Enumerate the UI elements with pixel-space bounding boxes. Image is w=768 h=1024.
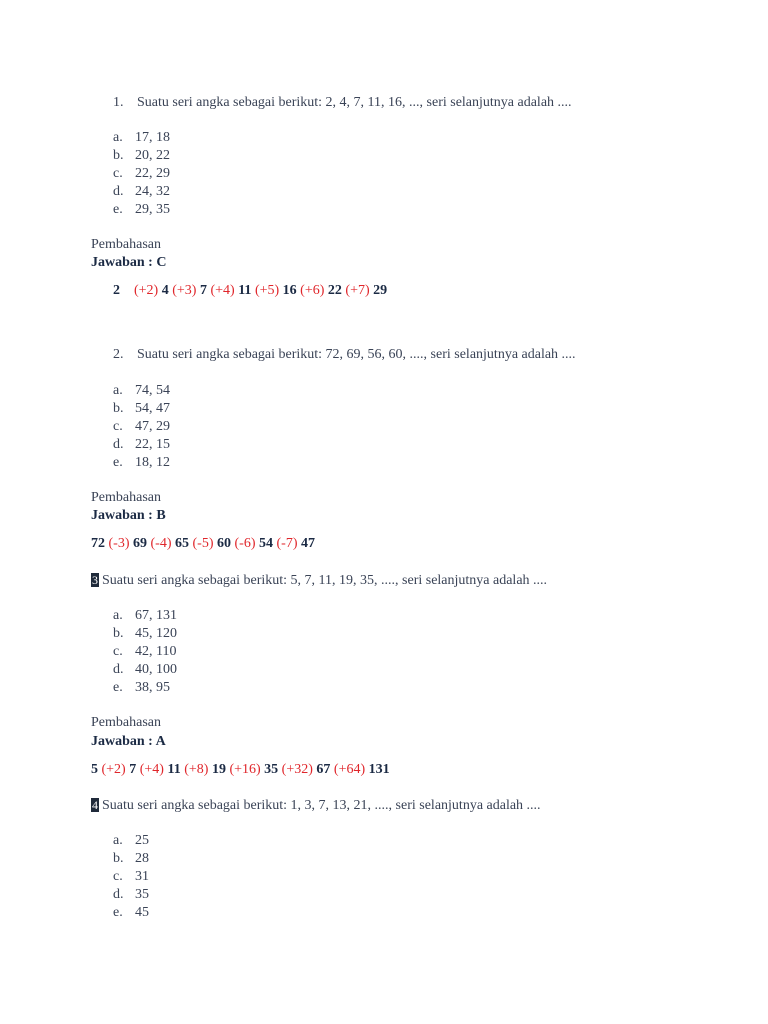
question-number-badge: 3 xyxy=(92,573,98,587)
question-text: Suatu seri angka sebagai berikut: 72, 69, 56, 60, ...., seri selanjutnya adalah .... xyxy=(137,347,576,362)
question-1 xyxy=(113,95,572,111)
options-list-2 xyxy=(113,382,170,472)
option-c: c. 22, 29 xyxy=(113,166,170,181)
answer-label: Jawaban : A xyxy=(91,734,166,749)
solution-line-3: 5 (+2) 7 (+4) 11 (+8) 19 (+16) 35 (+32) 67 (+64) 131 xyxy=(91,762,390,777)
solution-line-1: 2 (+2) 4 (+3) 7 (+4) 11 (+5) 16 (+6) 22 (+7) 29 xyxy=(113,283,388,298)
question-text: Suatu seri angka sebagai berikut: 2, 4, 7, 11, 16, ..., seri selanjutnya adalah .... xyxy=(137,95,572,110)
option-e: e. 18, 12 xyxy=(113,455,170,470)
discussion-label: Pembahasan xyxy=(91,490,161,505)
option-c: c. 31 xyxy=(113,869,149,884)
option-d: d. 40, 100 xyxy=(113,662,177,677)
discussion-label: Pembahasan xyxy=(91,237,161,252)
option-d: d. 35 xyxy=(113,887,149,902)
option-b: b. 20, 22 xyxy=(113,148,170,163)
option-e: e. 45 xyxy=(113,905,149,920)
option-c: c. 42, 110 xyxy=(113,644,177,659)
option-d: d. 22, 15 xyxy=(113,437,170,452)
question-text: Suatu seri angka sebagai berikut: 5, 7, 11, 19, 35, ...., seri selanjutnya adalah .... xyxy=(102,573,548,588)
option-a: a. 67, 131 xyxy=(113,608,177,623)
option-b: b. 45, 120 xyxy=(113,626,177,641)
question-4 xyxy=(91,798,541,814)
question-number: 2. xyxy=(113,347,124,362)
question-2 xyxy=(113,347,576,363)
options-list-4 xyxy=(113,832,149,922)
options-list-3 xyxy=(113,607,177,697)
option-a: a. 17, 18 xyxy=(113,130,170,145)
option-e: e. 38, 95 xyxy=(113,680,170,695)
option-e: e. 29, 35 xyxy=(113,202,170,217)
discussion-label: Pembahasan xyxy=(91,715,161,730)
question-3 xyxy=(91,573,547,589)
question-text: Suatu seri angka sebagai berikut: 1, 3, 7, 13, 21, ...., seri selanjutnya adalah .... xyxy=(102,798,541,813)
question-number: 1. xyxy=(113,95,124,110)
question-number-badge: 4 xyxy=(92,798,98,812)
answer-label: Jawaban : C xyxy=(91,255,167,270)
option-b: b. 54, 47 xyxy=(113,401,170,416)
answer-label: Jawaban : B xyxy=(91,508,166,523)
option-b: b. 28 xyxy=(113,851,149,866)
option-d: d. 24, 32 xyxy=(113,184,170,199)
options-list-1 xyxy=(113,129,170,219)
option-a: a. 25 xyxy=(113,833,149,848)
solution-line-2: 72 (-3) 69 (-4) 65 (-5) 60 (-6) 54 (-7) 47 xyxy=(91,536,315,551)
option-c: c. 47, 29 xyxy=(113,419,170,434)
option-a: a. 74, 54 xyxy=(113,383,170,398)
